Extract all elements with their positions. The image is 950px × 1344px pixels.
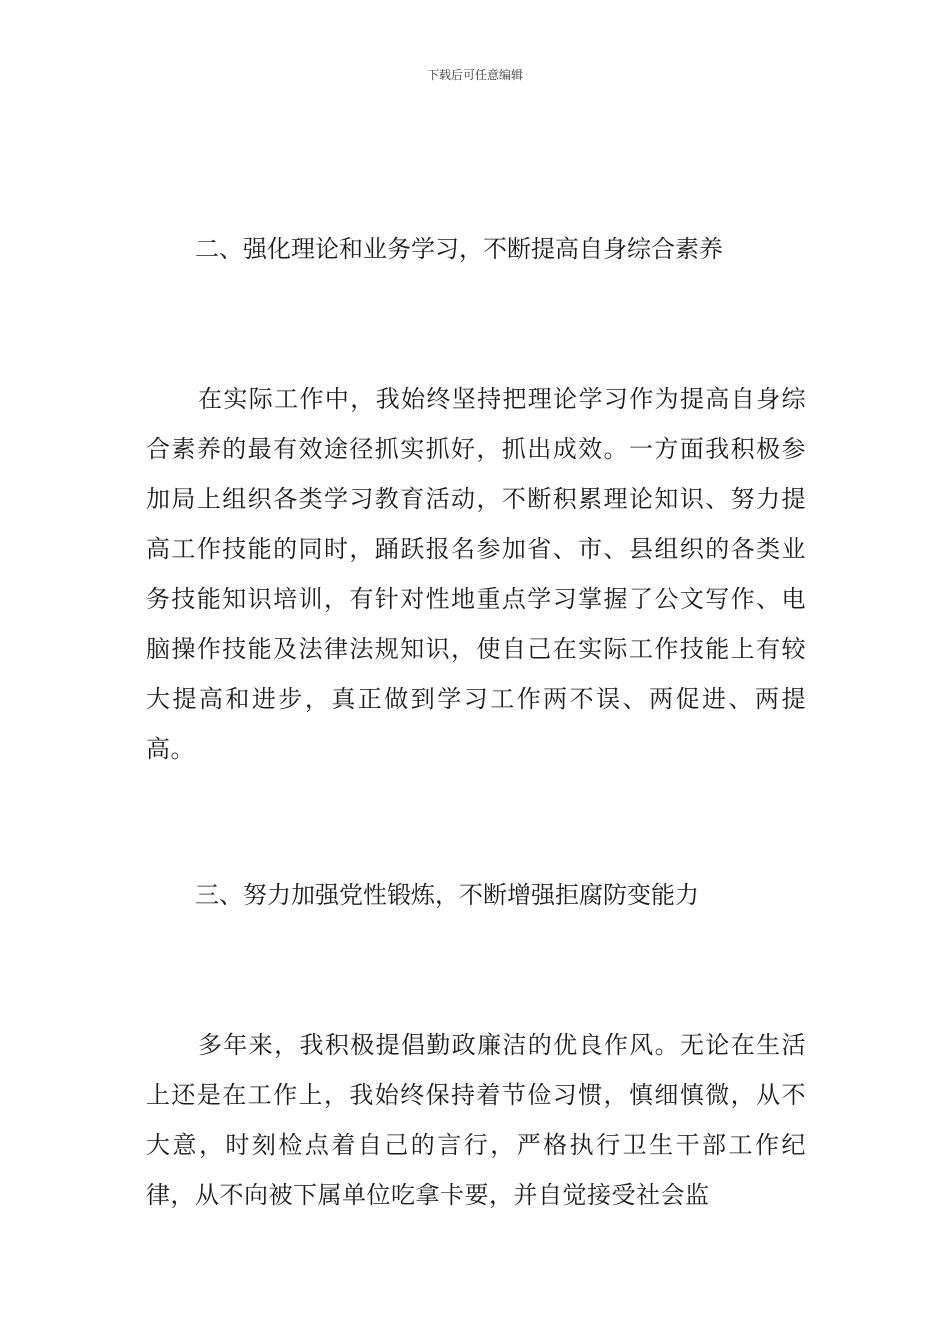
header-note: 下载后可任意编辑 [426,68,523,82]
section-heading-2: 二、强化理论和业务学习，不断提高自身综合素养 [195,235,723,263]
section-paragraph-3: 多年来，我积极提倡勤政廉洁的优良作风。无论在生活上还是在工作上，我始终保持着节俭习惯，慎细慎微，从不大意，时刻检点着自己的言行，严格执行卫生干部工作纪律，从不向被下属单位吃拿卡要，并自觉接受社会监 [146,1031,806,1209]
section-paragraph-2: 在实际工作中，我始终坚持把理论学习作为提高自身综合素养的最有效途径抓实抓好，抓出成效。一方面我积极参加局上组织各类学习教育活动，不断积累理论知识、努力提高工作技能的同时，踊跃报名参加省、市、县组织的各类业务技能知识培训，有针对性地重点学习掌握了公文写作、电脑操作技能及法律法规知识，使自己在实际工作技能上有较大提高和进步，真正做到学习工作两不误、两促进、两提高。 [146,385,806,763]
section-heading-3: 三、努力加强党性锻炼，不断增强拒腐防变能力 [195,881,699,909]
